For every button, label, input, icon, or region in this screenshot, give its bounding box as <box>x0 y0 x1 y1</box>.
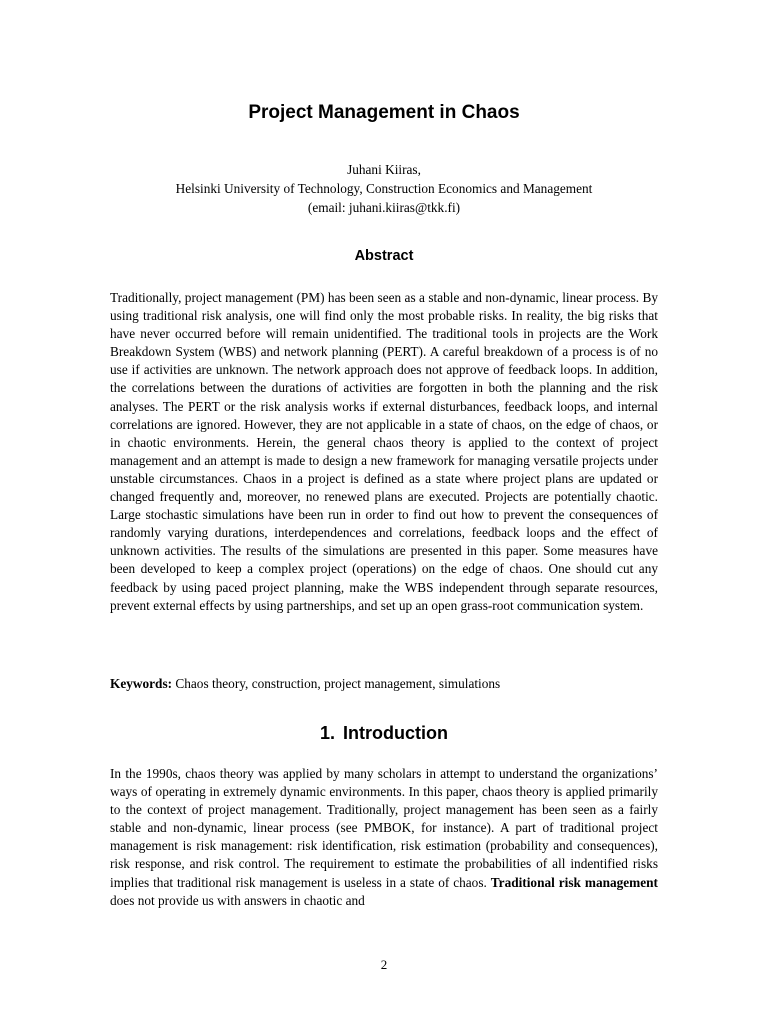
paper-title: Project Management in Chaos <box>248 102 520 123</box>
keywords-list: Chaos theory, construction, project management, simulations <box>175 676 501 691</box>
intro-text-part1: In the 1990s, chaos theory was applied by many scholars in attempt to understand the organizations’ ways of operating in extremely dynamic environments. In this paper, chaos theory is applied primarily to the context of project management. Traditionally, project management has been seen as a fairly stable and non-dynamic, linear process (see PMBOK, for instance). A part of traditional project management is risk management: risk identification, risk estimation (probability and consequences), risk response, and risk control. The requirement to estimate the probabilities of all indentified risks implies that traditional risk management is useless in a state of chaos. <box>110 766 658 890</box>
section-number: 1. <box>320 723 336 743</box>
section-heading-introduction <box>0 723 768 744</box>
keywords-label: Keywords: <box>110 676 173 691</box>
abstract-paragraph: Traditionally, project management (PM) has been seen as a stable and non-dynamic, linear process. By using traditional risk analysis, one will find only the most probable risks. In reality, the big risks that have never occurred before will remain unidentified. The traditional tools in projects are the Work Breakdown System (WBS) and network planning (PERT). A careful breakdown of a process is of no use if activities are unknown. The network approach does not approve of feedback loops. In addition, the correlations between the durations of activities are forgotten in both the planning and the risk analyses. The PERT or the risk analysis works if external disturbances, feedback loops, and internal correlations are ignored. However, they are not applicable in a state of chaos, on the edge of chaos, or in chaotic environments. Herein, the general chaos theory is applied to the context of project management and an attempt is made to design a new framework for managing versatile projects under unstable circumstances. Chaos in a project is defined as a state where project plans are updated or changed frequently and, moreover, no renewed plans are executed. Projects are potentially chaotic. Large stochastic simulations have been run in order to find out how to prevent the consequences of randomly varying durations, interdependences and correlations, feedback loops and the effect of unknown activities. The results of the simulations are presented in this paper. Some measures have been developed to keep a complex project (operations) on the edge of chaos. One should cut any feedback by using paced project planning, make the WBS independent through separate resources, prevent external effects by using partnerships, and set up an open grass-root communication system. <box>110 290 658 613</box>
introduction-paragraph <box>110 765 658 910</box>
section-title: Introduction <box>343 723 448 743</box>
author-affiliation: Helsinki University of Technology, Construction Economics and Management <box>175 181 593 196</box>
intro-bold-term: Traditional risk management <box>490 874 658 890</box>
intro-text-part2: does not provide us with answers in chaotic and <box>110 892 365 908</box>
author-block <box>0 160 768 217</box>
keywords-line <box>110 675 658 693</box>
author-email: (email: juhani.kiiras@tkk.fi) <box>307 200 461 215</box>
page-number: 2 <box>380 957 388 972</box>
author-name: Juhani Kiiras, <box>347 162 421 177</box>
abstract-heading: Abstract <box>354 248 414 264</box>
